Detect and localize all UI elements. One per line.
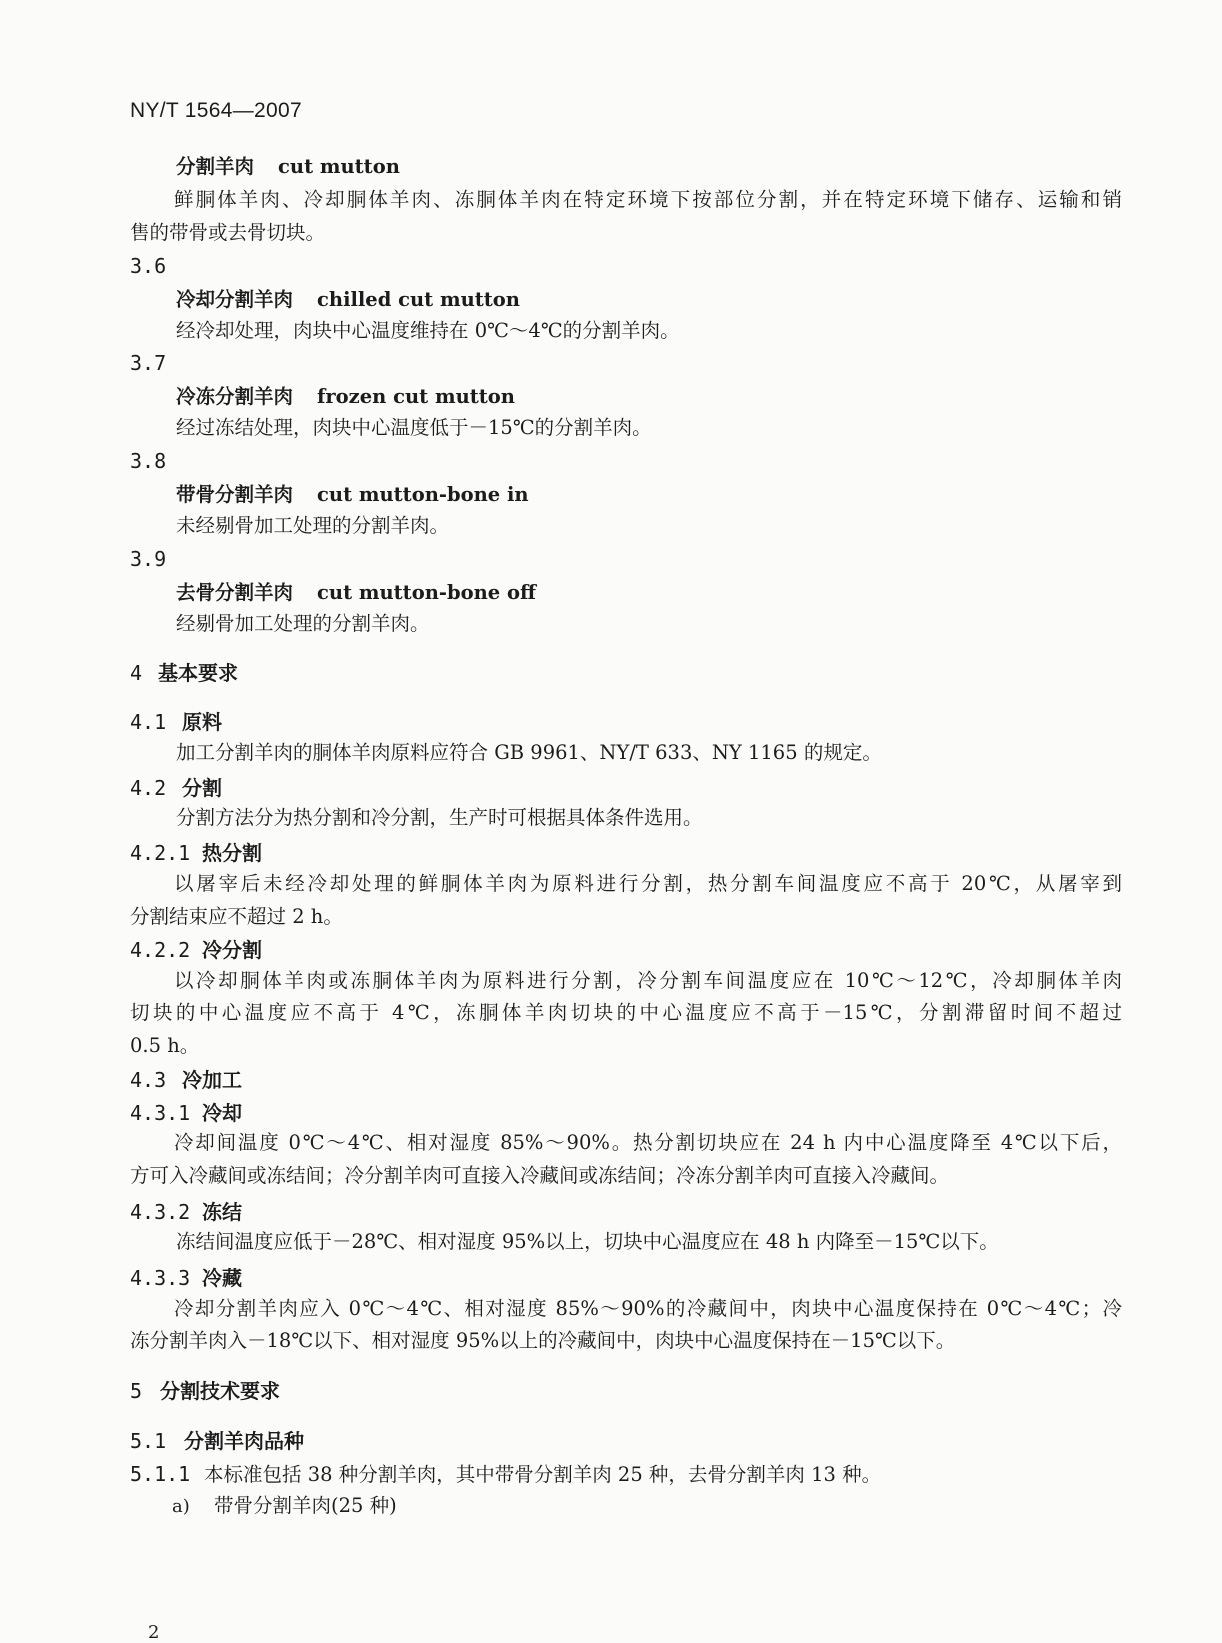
list-text: 带骨分割羊肉(25 种): [214, 1494, 397, 1517]
clause-number: 3.6: [130, 254, 167, 278]
section-number: 4.2: [130, 776, 167, 800]
section-number: 4.3.1: [130, 1101, 191, 1125]
section-title: 冷却: [202, 1101, 242, 1125]
clause-number: 3.8: [130, 449, 167, 473]
paragraph-line: 分割方法分为热分割和冷分割，生产时可根据具体条件选用。: [176, 806, 703, 829]
term-en: cut mutton-bone off: [317, 581, 536, 604]
paragraph-line: 分割结束应不超过 2 h。: [130, 905, 343, 928]
section-number: 4.3.2: [130, 1200, 191, 1224]
paragraph-line: 以屠宰后未经冷却处理的鲜胴体羊肉为原料进行分割，热分割车间温度应不高于 20℃，从屠宰到: [174, 872, 1122, 895]
paragraph-line: 方可入冷藏间或冻结间；冷分割羊肉可直接入冷藏间或冻结间；冷冻分割羊肉可直接入冷藏间。: [130, 1164, 950, 1187]
section-number: 5.1: [130, 1429, 167, 1453]
section-title: 冷分割: [202, 938, 262, 962]
term-zh: 带骨分割羊肉: [176, 483, 294, 506]
section-4-3-heading: [130, 1070, 242, 1090]
section-number: 4.3: [130, 1068, 167, 1092]
term-heading-cut-mutton: [176, 157, 400, 177]
standard-code-header: NY/T 1564—2007: [130, 99, 302, 122]
term-heading: [176, 290, 520, 310]
definition-line: 售的带骨或去骨切块。: [130, 221, 326, 244]
section-number: 4.2.1: [130, 841, 191, 865]
paragraph-line: 以冷却胴体羊肉或冻胴体羊肉为原料进行分割，冷分割车间温度应在 10℃～12℃，冷却胴体羊肉: [174, 969, 1122, 992]
section-title: 热分割: [202, 841, 262, 865]
term-zh: 冷却分割羊肉: [176, 288, 294, 311]
paragraph-line: 切块的中心温度应不高于 4℃，冻胴体羊肉切块的中心温度应不高于－15℃，分割滞留时间不超过: [130, 1001, 1122, 1024]
section-4-3-1-heading: [130, 1103, 242, 1123]
clause-number: 5.1.1: [130, 1462, 191, 1486]
term-heading: [176, 583, 536, 603]
paragraph-line: 冷却间温度 0℃～4℃、相对湿度 85%～90%。热分割切块应在 24 h 内中心温度降至 4℃以下后，: [174, 1131, 1122, 1154]
section-title: 分割技术要求: [160, 1379, 280, 1403]
section-title: 原料: [182, 710, 222, 734]
definition-line: 经冷却处理，肉块中心温度维持在 0℃～4℃的分割羊肉。: [176, 319, 680, 342]
definition-line: 经剔骨加工处理的分割羊肉。: [176, 612, 430, 635]
section-5-heading: [130, 1381, 280, 1401]
section-number: 4: [130, 661, 143, 685]
section-4-2-heading: [130, 778, 222, 798]
section-4-1-heading: [130, 712, 222, 732]
term-en: frozen cut mutton: [317, 385, 515, 408]
section-5-1-heading: [130, 1431, 304, 1451]
term-heading: [176, 485, 529, 505]
paragraph-line: 冻分割羊肉入－18℃以下、相对湿度 95%以上的冷藏间中，肉块中心温度保持在－15℃以下。: [130, 1329, 956, 1352]
section-4-2-1-heading: [130, 843, 262, 863]
section-4-2-2-heading: [130, 940, 262, 960]
paragraph-line: 冷却分割羊肉应入 0℃～4℃、相对湿度 85%～90%的冷藏间中，肉块中心温度保持在 0℃～4℃；冷: [174, 1297, 1122, 1320]
section-title: 冻结: [202, 1200, 242, 1224]
section-title: 分割: [182, 776, 222, 800]
definition-line: 未经剔骨加工处理的分割羊肉。: [176, 514, 450, 537]
definition-line: 鲜胴体羊肉、冷却胴体羊肉、冻胴体羊肉在特定环境下按部位分割，并在特定环境下储存、运输和销: [174, 188, 1122, 211]
definition-line: 经过冻结处理，肉块中心温度低于－15℃的分割羊肉。: [176, 416, 652, 439]
term-en: cut mutton-bone in: [317, 483, 529, 506]
term-zh: 分割羊肉: [176, 155, 255, 178]
section-number: 5: [130, 1379, 143, 1403]
section-title: 冷加工: [182, 1068, 242, 1092]
section-4-3-2-heading: [130, 1202, 242, 1222]
term-zh: 冷冻分割羊肉: [176, 385, 294, 408]
clause-5-1-1: [130, 1464, 881, 1485]
paragraph-line: 本标准包括 38 种分割羊肉，其中带骨分割羊肉 25 种，去骨分割羊肉 13 种。: [204, 1463, 882, 1486]
section-number: 4.1: [130, 710, 167, 734]
list-item-a: [172, 1496, 397, 1516]
section-4-heading: [130, 663, 238, 683]
paragraph-line: 加工分割羊肉的胴体羊肉原料应符合 GB 9961、NY/T 633、NY 1165 的规定。: [176, 741, 882, 764]
term-heading: [176, 387, 515, 407]
section-number: 4.3.3: [130, 1266, 191, 1290]
term-en: cut mutton: [278, 155, 400, 178]
list-label: a): [172, 1496, 190, 1517]
page-number: 2: [148, 1622, 160, 1643]
clause-number: 3.9: [130, 547, 167, 571]
term-en: chilled cut mutton: [317, 288, 520, 311]
section-title: 基本要求: [158, 661, 238, 685]
clause-number: 3.7: [130, 351, 167, 375]
section-number: 4.2.2: [130, 938, 191, 962]
section-title: 分割羊肉品种: [184, 1429, 304, 1453]
paragraph-line: 冻结间温度应低于－28℃、相对湿度 95%以上，切块中心温度应在 48 h 内降至－15℃以下。: [176, 1230, 999, 1253]
paragraph-line: 0.5 h。: [130, 1034, 200, 1057]
term-zh: 去骨分割羊肉: [176, 581, 294, 604]
section-4-3-3-heading: [130, 1268, 242, 1288]
section-title: 冷藏: [202, 1266, 242, 1290]
